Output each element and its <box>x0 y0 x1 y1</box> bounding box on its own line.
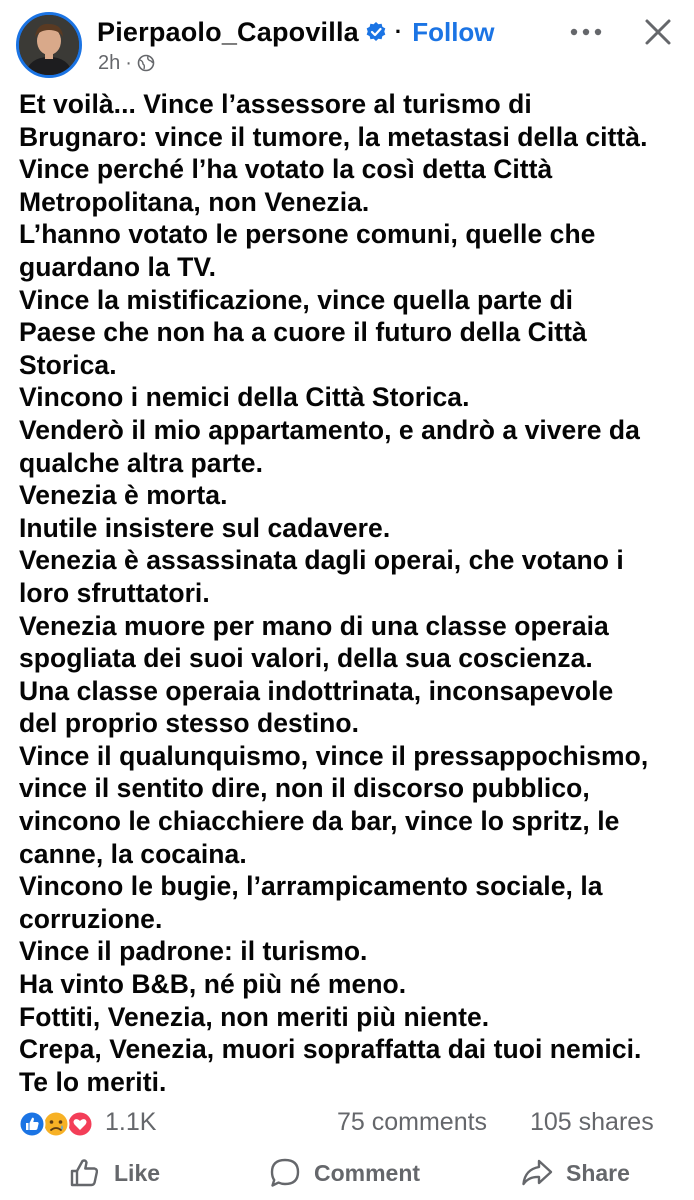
more-options-icon[interactable] <box>566 18 606 46</box>
verified-badge-icon <box>365 21 387 43</box>
like-icon <box>20 1112 45 1137</box>
post-text: Et voilà... Vince l’assessore al turismo di Brugnaro: vince il tumore, la metastasi della città. Vince perché l’ha votato la così detta Città Metropolitana, non Venezia. L’hanno votato le persone comuni, quelle che guardano la TV. Vince la mistificazione, vince quella parte di Paese che non ha a cuore il futuro della Città Storica. Vincono i nemici della Città Storica. Venderò il mio appartamento, e andrò a vivere da qualche altra parte. Venezia è morta. Inutile insistere sul cadavere. Venezia è assassinata dagli operai, che votano i loro sfruttatori. Venezia muore per mano di una classe operaia spogliata dei suoi valori, della sua coscienza. Una classe operaia indottrinata, inconsapevole del proprio stesso destino. Vince il qualunquismo, vince il pressappochismo, vince il sentito dire, non il discorso pubblico, vincono le chiacchiere da bar, vince lo spritz, le canne, la cocaina. Vincono le bugie, l’arrampicamento sociale, la corruzione. Vince il padrone: il turismo. Ha vinto B&B, né più né meno. Fottiti, Venezia, non meriti più niente. Crepa, Venezia, muori sopraffatta dai tuoi nemici. Te lo meriti. <box>19 89 649 1097</box>
like-button[interactable] <box>68 1150 160 1196</box>
love-icon <box>68 1112 93 1137</box>
close-icon[interactable] <box>640 14 676 50</box>
post-stats <box>0 1100 694 1146</box>
post-header <box>0 0 694 88</box>
sad-icon <box>44 1112 69 1137</box>
action-bar <box>0 1150 694 1200</box>
comment-label: Comment <box>314 1159 421 1186</box>
comments-count[interactable]: 75 comments <box>337 1108 488 1136</box>
reaction-icons[interactable] <box>18 1110 104 1138</box>
comment-bubble-icon <box>268 1156 302 1190</box>
author-name[interactable]: Pierpaolo_Capovilla <box>97 16 359 47</box>
share-arrow-icon <box>520 1156 554 1190</box>
thumbs-up-icon <box>68 1156 102 1190</box>
separator-dot: · <box>394 19 403 44</box>
share-label: Share <box>566 1159 630 1186</box>
reaction-count[interactable]: 1.1K <box>105 1108 157 1136</box>
avatar[interactable] <box>16 12 82 78</box>
name-row <box>97 14 495 50</box>
avatar-photo <box>19 15 79 75</box>
share-button[interactable] <box>520 1150 630 1196</box>
post-time[interactable]: 2h <box>98 51 121 74</box>
globe-icon <box>137 54 155 72</box>
post-meta <box>98 50 155 76</box>
follow-button[interactable]: Follow <box>412 16 495 47</box>
meta-separator: · <box>125 51 132 74</box>
comment-button[interactable] <box>268 1150 420 1196</box>
like-label: Like <box>114 1159 161 1186</box>
shares-count[interactable]: 105 shares <box>530 1108 654 1136</box>
